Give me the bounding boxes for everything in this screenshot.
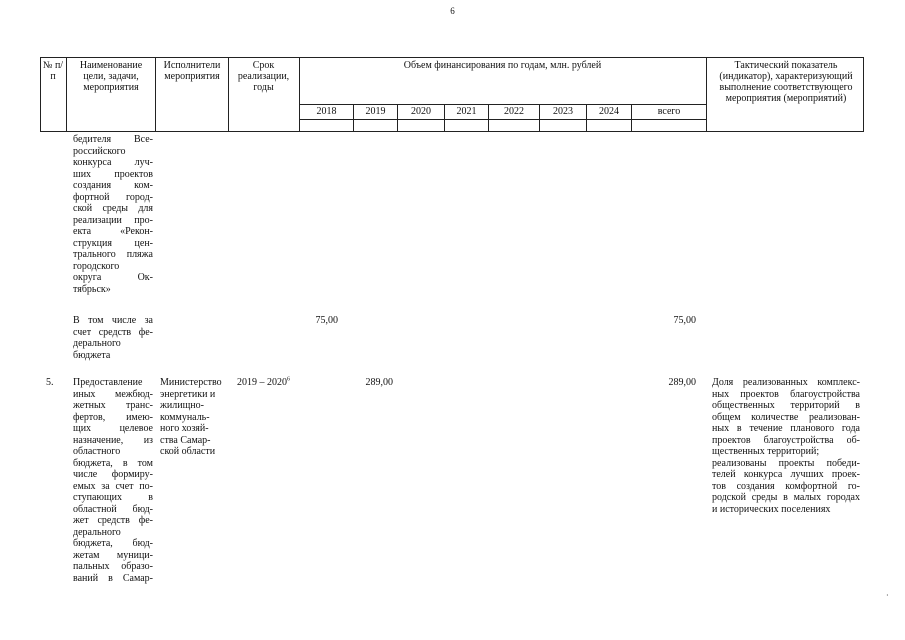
page-number: 6: [450, 6, 455, 16]
year-2020: 2020: [411, 106, 431, 117]
header-bottom-border: [40, 131, 864, 132]
year-2021: 2021: [456, 106, 477, 117]
row-federal-value-2018: 75,00: [315, 315, 338, 326]
year-2019: 2019: [365, 106, 386, 117]
scan-speck: ·: [886, 591, 889, 600]
row-5-total: 289,00: [668, 377, 696, 388]
header-number: № п/п: [42, 60, 64, 82]
year-2018: 2018: [316, 106, 337, 117]
row-5-value-2019: 289,00: [365, 377, 393, 388]
years-row-top-border: [299, 104, 706, 105]
col-border-1: [66, 57, 67, 132]
year-total: всего: [657, 106, 681, 117]
col-border-right: [863, 57, 864, 132]
year-2022: 2022: [504, 106, 524, 117]
header-term: Срок реализации, годы: [237, 60, 290, 93]
row-federal-name: В том числе за счет средств фе- дерального бюджета: [73, 315, 153, 361]
term-footnote-mark: 6: [287, 376, 290, 383]
col-border-4: [299, 57, 300, 132]
row-5-name: Предоставление иных межбюд- жетных транс- фертов, имею- щих целевое назначение, из областного бюджета, в том числе формиру- емых за счет по- ступающих в областной бюд- жет средств фе- дерального бюджета, бюд- жетам муници- пальных образо- ваний в Самар-: [73, 377, 153, 584]
header-name: Наименование цели, задачи, мероприятия: [79, 60, 143, 93]
col-border-0: [40, 57, 41, 132]
row-continuation-name: бедителя Все- российского конкурса луч- ших проектов создания ком- фортной город- ской среды для реализации про- екта «Рекон- струкция цен- трального пляжа городского округа Ок- тябрьск»: [73, 134, 153, 295]
table-top-border: [40, 57, 864, 58]
col-border-2: [155, 57, 156, 132]
year-2023: 2023: [553, 106, 573, 117]
row-5-executors: Министерство энергетики и жилищно- коммуналь- ного хозяй- ства Самар- ской области: [160, 377, 222, 457]
year-2024: 2024: [599, 106, 619, 117]
row-5-term: 2019 – 2020$^6$: [237, 376, 290, 388]
col-border-3: [228, 57, 229, 132]
row-5-indicator: Доля реализованных комплекс- ных проектов благоустройства общественных территорий в общем количестве реализован- ных в течение планового года проектов благоустройства об- щественных территорий; реализованы проекты победи- телей конкурса лучших проек- тов создания комфортной го- родской среды в малых городах и исторических поселениях: [712, 377, 860, 515]
col-border-indicator: [706, 57, 707, 132]
header-finance: Объем финансирования по годам, млн. рублей: [403, 60, 602, 71]
row-federal-total: 75,00: [673, 315, 696, 326]
header-executors: Исполнители мероприятия: [163, 60, 221, 82]
years-row-bottom-border: [299, 119, 706, 120]
header-indicator: Тактический показатель (индикатор), характеризующий выполнение соответствующего мероприятия (мероприятий): [719, 60, 853, 104]
row-5-number: 5.: [46, 377, 54, 388]
